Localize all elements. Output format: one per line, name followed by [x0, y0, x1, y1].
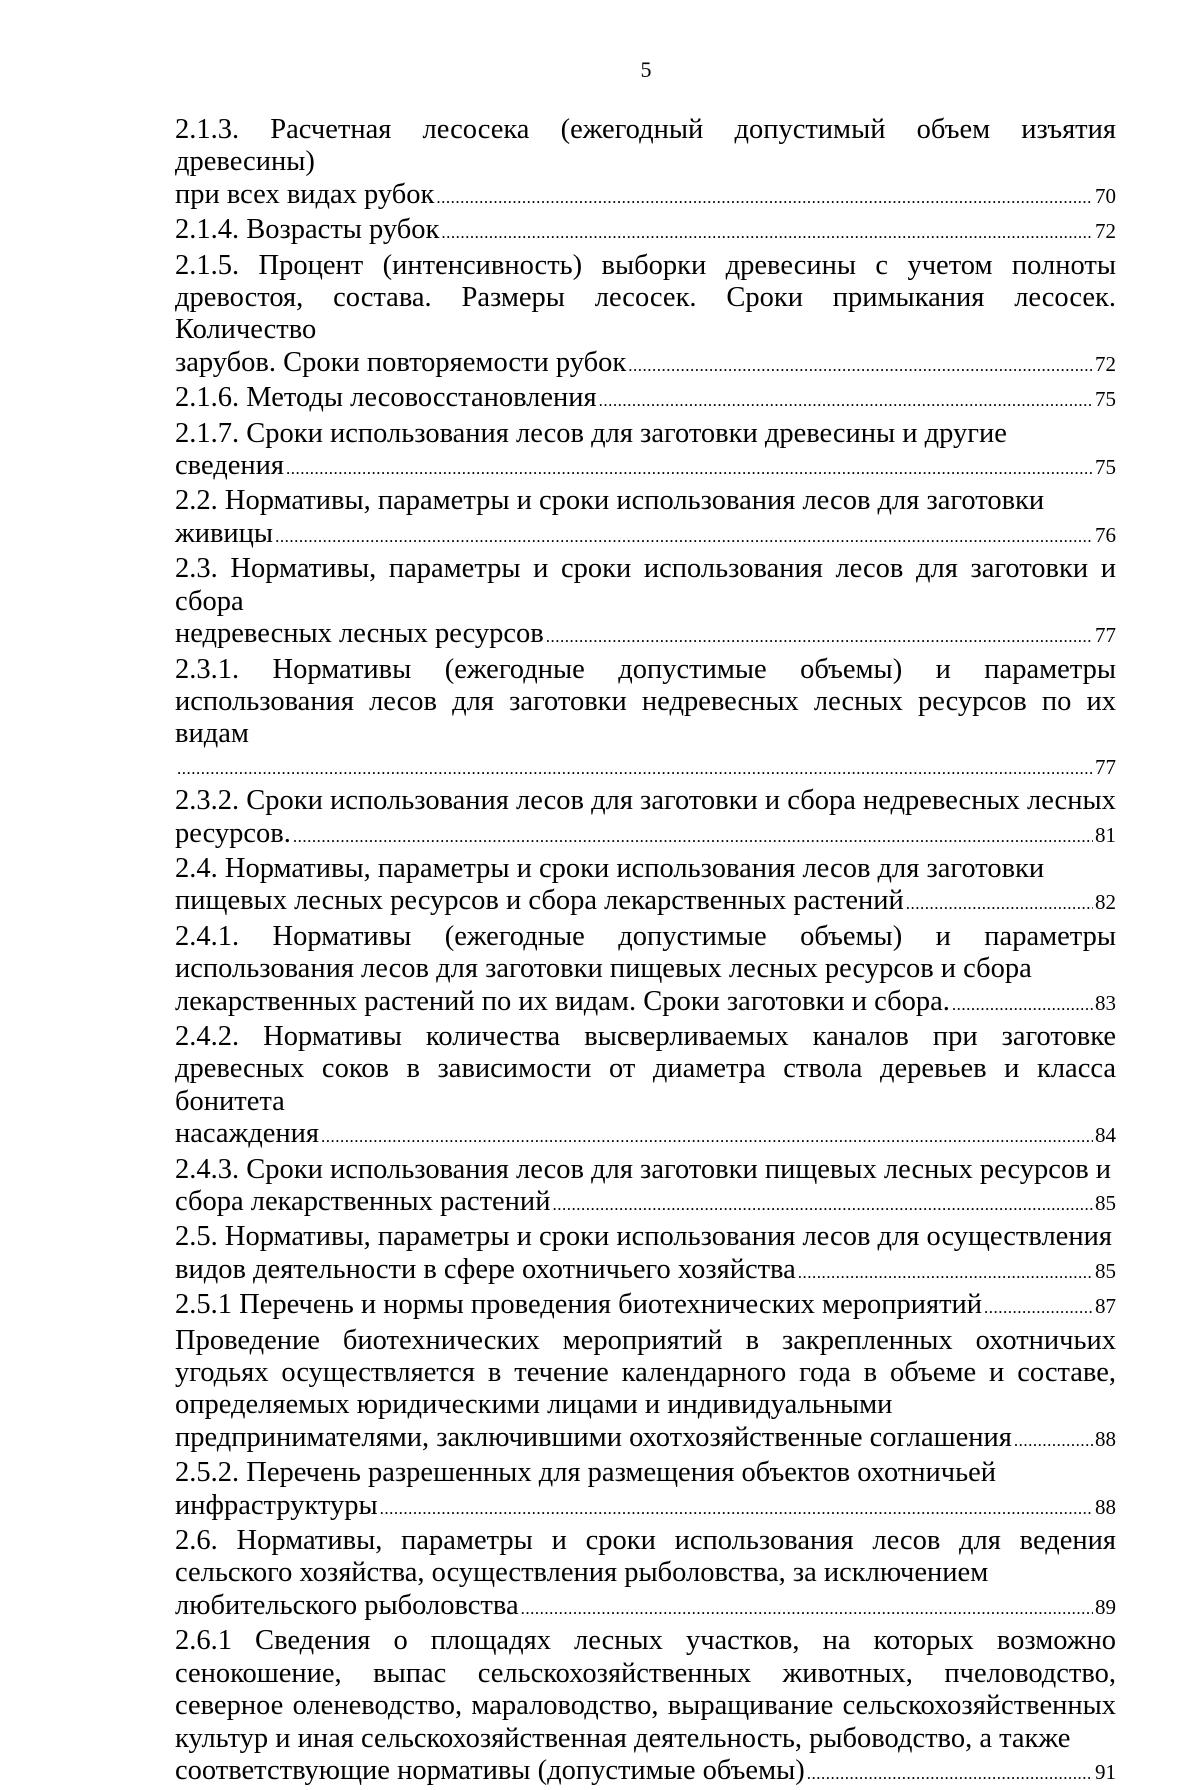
toc-entry-title: 2.6. Нормативы, параметры и сроки использования лесов для ведения сельского хозяйства, осуществления рыболовства, за исключением: [175, 1525, 1116, 1589]
toc-entry-title-end: инфраструктуры: [175, 1489, 378, 1521]
toc-page-number: 82: [1095, 890, 1116, 915]
toc-entry-title-end: пищевых лесных ресурсов и сбора лекарственных растений: [175, 885, 904, 917]
toc-entry-title: 2.4.3. Сроки использования лесов для заготовки пищевых лесных ресурсов и: [175, 1153, 1112, 1185]
toc-page-number: 75: [1095, 455, 1116, 480]
dot-leader: [275, 521, 1093, 553]
toc-entry[interactable]: [175, 250, 1116, 383]
dot-leader: [984, 1292, 1093, 1324]
toc-entry-title: 2.3. Нормативы, параметры и сроки использования лесов для заготовки и сбора: [175, 553, 1116, 617]
toc-page-number: 91: [1095, 1759, 1116, 1784]
toc-entry[interactable]: [175, 485, 1116, 553]
toc-entry-title: 2.1.6. Методы лесовосстановления: [175, 382, 597, 414]
toc-entry-title-end: насаждения: [175, 1118, 320, 1150]
toc-entry-title: 2.4.2. Нормативы количества высверливаемых каналов при заготовке древесных соков в зависимости от диаметра ствола деревьев и класса бонитета: [175, 1020, 1116, 1117]
toc-page-number: 72: [1095, 351, 1116, 376]
toc-page-number: 76: [1095, 522, 1116, 547]
toc-entry-title: 2.4.1. Нормативы (ежегодные допустимые объемы) и параметры использования лесов для заготовки пищевых лесных ресурсов и сбора: [175, 920, 1116, 985]
toc-entry-title: 2.5.1 Перечень и нормы проведения биотехнических мероприятий: [175, 1289, 983, 1321]
toc-page-number: 83: [1095, 990, 1116, 1015]
toc-entry-title: 2.6.1 Сведения о площадях лесных участков, на которых возможно сенокошение, выпас сельскохозяйственных животных, пчеловодство, северное оленеводство, мараловодство, выращивание сельскохозяйственных культур и иная сельскохозяйственная деятельность, рыбоводство, а также: [175, 1625, 1116, 1754]
toc-entry[interactable]: [175, 1525, 1116, 1625]
dot-leader: [599, 385, 1093, 417]
dot-leader: [546, 621, 1093, 653]
dot-leader: [807, 1758, 1093, 1790]
toc-page-number: 88: [1095, 1494, 1116, 1519]
dot-leader: [1014, 1425, 1093, 1457]
toc-entry-title: 2.5.2. Перечень разрешенных для размещения объектов охотничьей: [175, 1457, 997, 1489]
toc-entry-title-end: живицы: [175, 517, 274, 549]
toc-entry-title-end: зарубов. Сроки повторяемости рубок: [175, 346, 627, 378]
toc-entry[interactable]: [175, 921, 1116, 1021]
toc-entry-title: 2.4. Нормативы, параметры и сроки использования лесов для заготовки: [175, 852, 1045, 884]
dot-leader: [380, 1493, 1093, 1525]
toc-page-number: 72: [1095, 219, 1116, 244]
dot-leader: [177, 753, 1093, 785]
toc-entry[interactable]: [175, 1625, 1116, 1790]
toc-entry[interactable]: [175, 382, 1116, 417]
toc-entry[interactable]: [175, 1325, 1116, 1458]
toc-entry-title-end: любительского рыболовства: [175, 1589, 519, 1621]
toc-entry[interactable]: [175, 418, 1116, 486]
toc-page-number: 70: [1095, 183, 1116, 208]
toc-entry-title-end: сведения: [175, 450, 284, 482]
toc-page-number: 75: [1095, 387, 1116, 412]
toc-entry[interactable]: [175, 853, 1116, 921]
dot-leader: [286, 453, 1093, 485]
toc-entry[interactable]: [175, 1221, 1116, 1289]
toc-page-number: 85: [1095, 1191, 1116, 1215]
toc-entry-title: 2.1.3. Расчетная лесосека (ежегодный допустимый объем изъятия древесины): [175, 114, 1116, 178]
dot-leader: [952, 989, 1093, 1021]
toc-entry[interactable]: [175, 1289, 1116, 1324]
toc-entry[interactable]: [175, 654, 1116, 786]
toc-entry-title: 2.1.4. Возрасты рубок: [175, 214, 440, 246]
dot-leader: [436, 182, 1093, 214]
toc-entry[interactable]: [175, 114, 1116, 214]
toc-page-number: 85: [1095, 1258, 1116, 1283]
toc-entry-title: 2.3.1. Нормативы (ежегодные допустимые объемы) и параметры использования лесов для заготовки недревесных лесных ресурсов по их видам: [175, 653, 1116, 750]
toc-page-number: 77: [1095, 623, 1116, 648]
toc-entry-title: 2.5. Нормативы, параметры и сроки использования лесов для осуществления: [175, 1221, 1112, 1253]
toc-page-number: 81: [1095, 822, 1116, 847]
dot-leader: [293, 821, 1093, 853]
toc-entry-title-end: сбора лекарственных растений: [175, 1186, 551, 1217]
toc-entry-title-end: видов деятельности в сфере охотничьего хозяйства: [175, 1253, 796, 1285]
dot-leader: [552, 1189, 1093, 1221]
toc-entry-title: 2.1.7. Сроки использования лесов для заготовки древесины и другие: [175, 417, 1007, 449]
toc-page-number: 89: [1095, 1594, 1116, 1619]
toc-page-number: 84: [1095, 1123, 1116, 1148]
toc-entry-title-end: соответствующие нормативы (допустимые объемы): [175, 1754, 805, 1786]
dot-leader: [628, 350, 1093, 382]
table-of-contents: [175, 114, 1116, 1790]
toc-entry[interactable]: [175, 1021, 1116, 1154]
toc-entry-title-end: лекарственных растений по их видам. Сроки заготовки и сбора.: [175, 985, 950, 1017]
toc-entry-title-end: предпринимателями, заключившими охотхозяйственные соглашения: [175, 1421, 1012, 1453]
dot-leader: [321, 1121, 1093, 1153]
toc-entry-title: 2.1.5. Процент (интенсивность) выборки древесины с учетом полноты древостоя, состава. Размеры лесосек. Сроки примыкания лесосек. Количество: [175, 249, 1116, 346]
toc-page-number: 88: [1095, 1426, 1116, 1451]
toc-entry[interactable]: [175, 553, 1116, 653]
toc-entry[interactable]: [175, 1154, 1116, 1222]
toc-page-number: 87: [1095, 1294, 1116, 1319]
dot-leader: [441, 217, 1093, 249]
toc-entry-title-end: ресурсов.: [175, 817, 291, 849]
toc-entry-title: 2.2. Нормативы, параметры и сроки использования лесов для заготовки: [175, 485, 1045, 517]
toc-entry[interactable]: [175, 785, 1116, 853]
toc-entry[interactable]: [175, 1457, 1116, 1525]
page-number: 5: [640, 57, 652, 82]
toc-page-number: 77: [1095, 754, 1116, 779]
dot-leader: [521, 1593, 1093, 1625]
toc-entry-title-end: недревесных лесных ресурсов: [175, 618, 544, 650]
toc-entry[interactable]: [175, 214, 1116, 249]
toc-entry-title: Проведение биотехнических мероприятий в закрепленных охотничьих угодьях осуществляется в течение календарного года в объеме и составе, определяемых юридическими лицами и индивидуальными: [175, 1324, 1116, 1421]
dot-leader: [906, 888, 1093, 920]
toc-entry-title: 2.3.2. Сроки использования лесов для заготовки и сбора недревесных лесных: [175, 785, 1116, 817]
dot-leader: [798, 1257, 1093, 1289]
toc-entry-title-end: при всех видах рубок: [175, 178, 435, 210]
